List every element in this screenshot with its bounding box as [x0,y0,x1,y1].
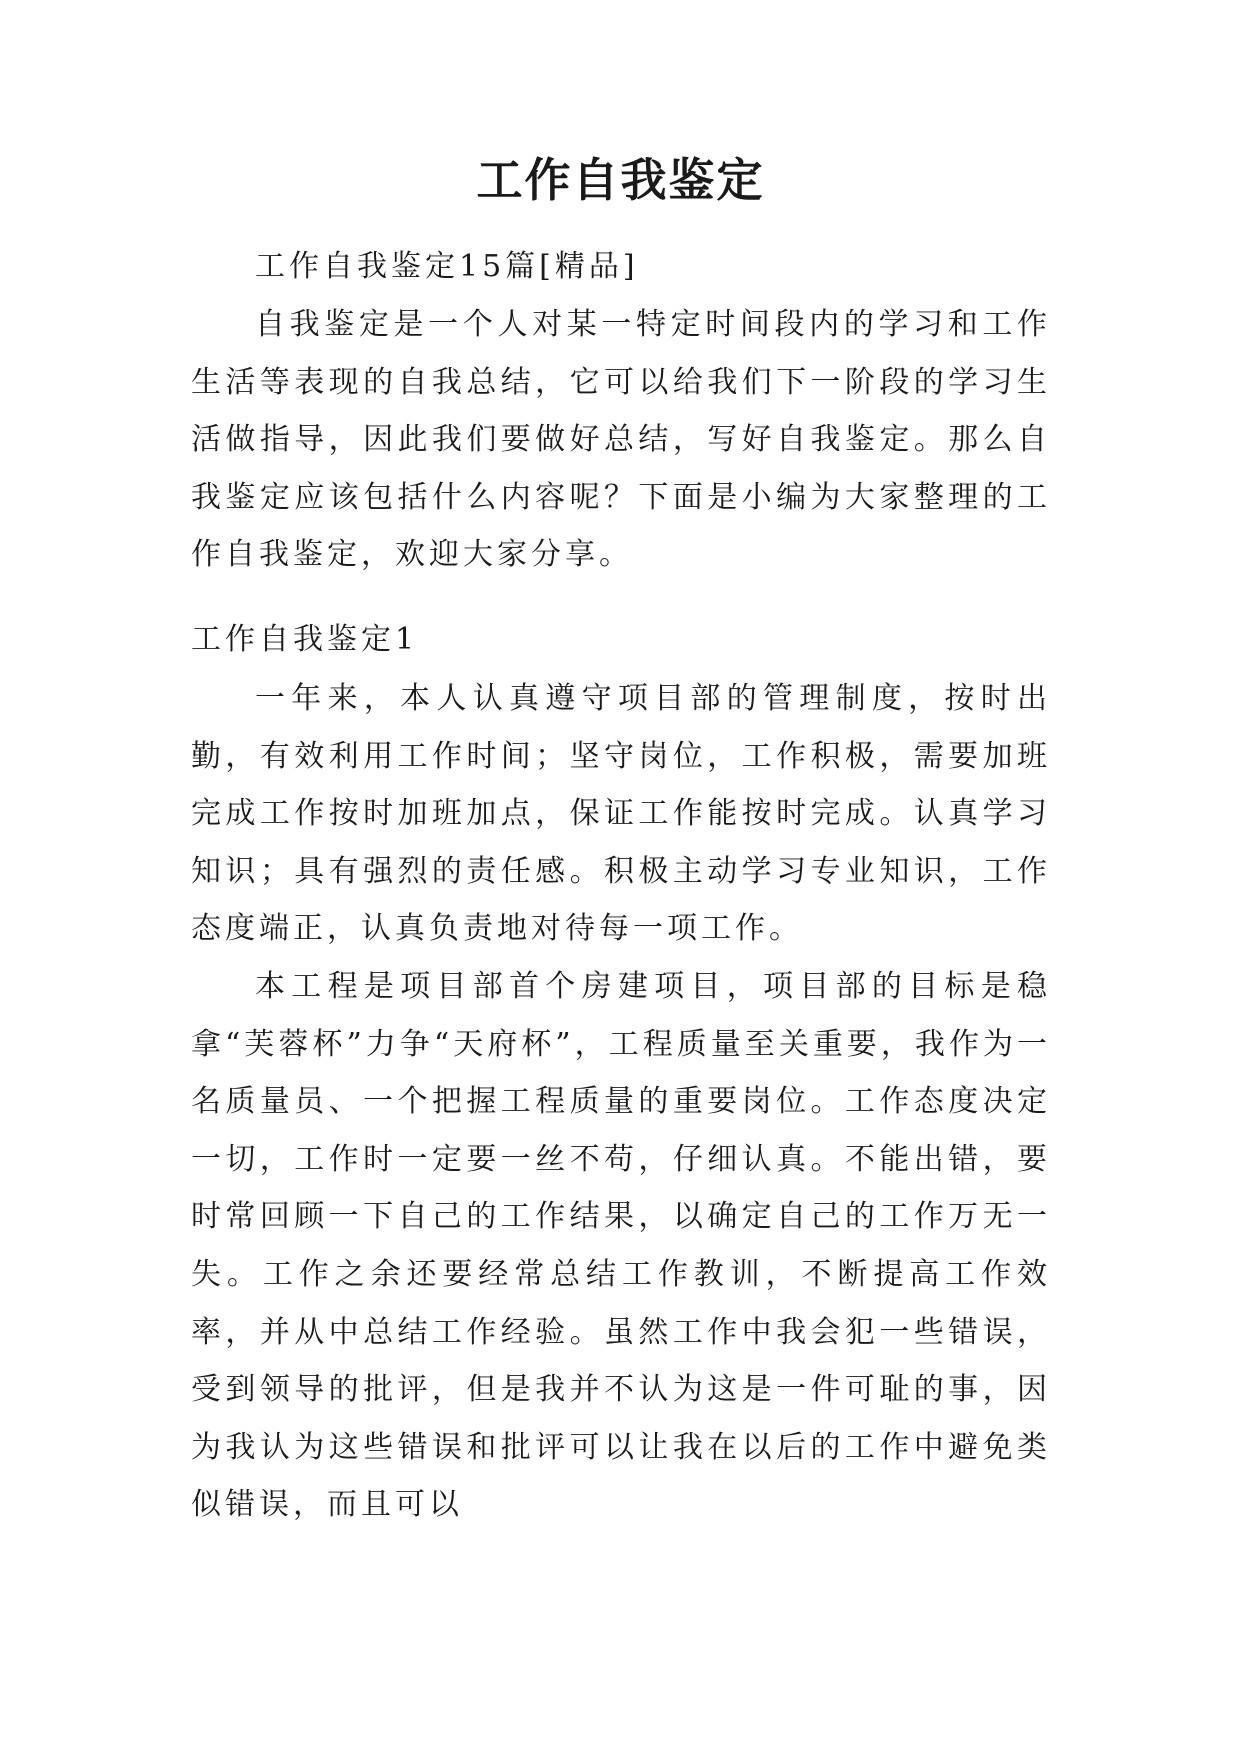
document-subtitle: 工作自我鉴定15篇[精品] [255,249,639,284]
document-title: 工作自我鉴定 [476,153,765,207]
section-heading: 工作自我鉴定1 [191,622,419,657]
section-paragraph-1: 一年来，本人认真遵守项目部的管理制度，按时出勤，有效利用工作时间；坚守岗位，工作积极，需要加班完成工作按时加班加点，保证工作能按时完成。认真学习知识；具有强烈的责任感。积极主动学习专业知识，工作态度端正，认真负责地对待每一项工作。 [191,681,1051,947]
section-paragraph-2: 本工程是项目部首个房建项目，项目部的目标是稳拿“芙蓉杯”力争“天府杯”，工程质量至关重要，我作为一名质量员、一个把握工程质量的重要岗位。工作态度决定一切，工作时一定要一丝不苟，仔细认真。不能出错，要时常回顾一下自己的工作结果，以确定自己的工作万无一失。工作之余还要经常总结工作教训，不断提高工作效率，并从中总结工作经验。虽然工作中我会犯一些错误，受到领导的批评，但是我并不认为这是一件可耻的事，因为我认为这些错误和批评可以让我在以后的工作中避免类似错误，而且可以 [191,969,1051,1523]
intro-paragraph: 自我鉴定是一个人对某一特定时间段内的学习和工作生活等表现的自我总结，它可以给我们下一阶段的学习生活做指导，因此我们要做好总结，写好自我鉴定。那么自我鉴定应该包括什么内容呢？下面是小编为大家整理的工作自我鉴定，欢迎大家分享。 [191,307,1051,573]
